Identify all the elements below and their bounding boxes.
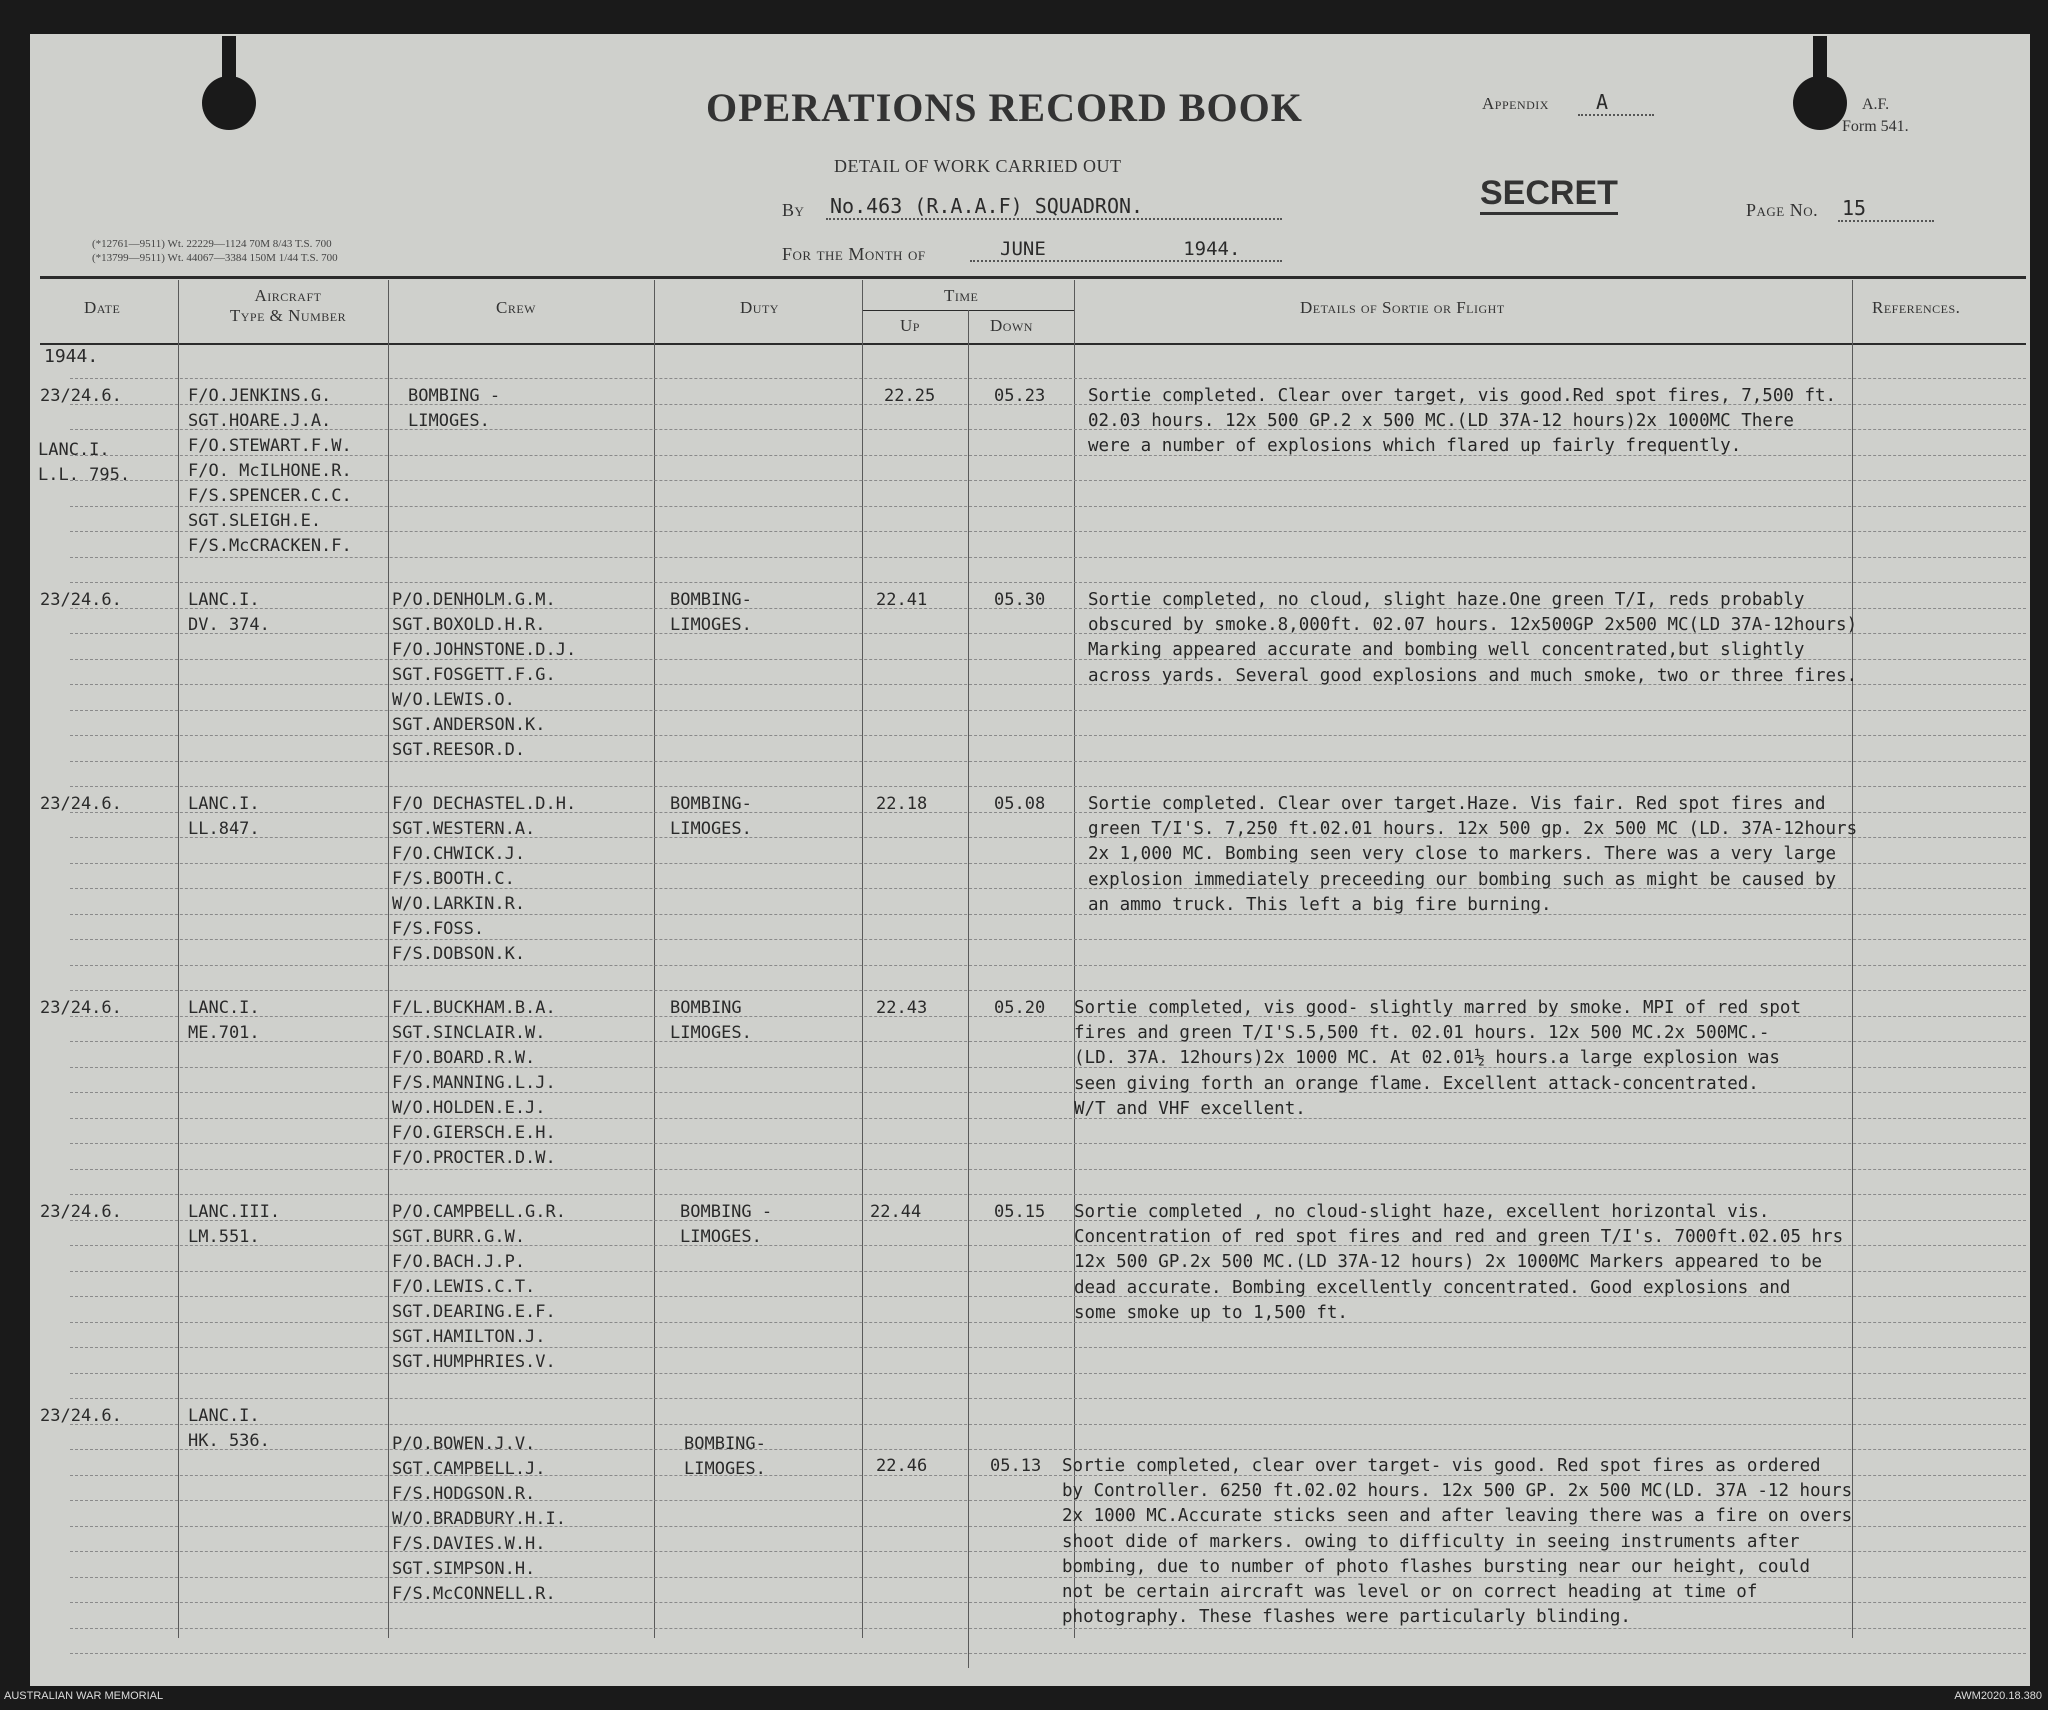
appendix-value: A (1578, 90, 1654, 116)
ruled-line (70, 1373, 2026, 1374)
entry-duty: BOMBING- LIMOGES. (670, 794, 752, 839)
ruled-line (70, 1424, 2026, 1425)
ruled-line (70, 1398, 2026, 1399)
by-label: By (782, 200, 805, 220)
ruled-line (70, 965, 2026, 966)
col-header-up: Up (900, 316, 920, 335)
entry-aircraft: LANC.I. ME.701. (188, 998, 260, 1043)
appendix-label: Appendix (1482, 94, 1549, 113)
ruled-line (70, 786, 2026, 787)
col-divider-up (968, 310, 969, 1668)
entry-crew: F/L.BUCKHAM.B.A. SGT.SINCLAIR.W. F/O.BOARD.R.W. F/S.MANNING.L.J. W/O.HOLDEN.E.J. F/O.GIERSCH.E.H. F/O.PROCTER.D.W. (392, 998, 556, 1168)
entry-time-down: 05.08 (994, 794, 1046, 814)
entry-details: Sortie completed. Clear over target.Haze. Vis fair. Red spot fires and green T/I'S. 7,250 ft.02.01 hours. 12x 500 gp. 2x 500 MC (LD. 37A-12hours 2x 1,000 MC. Bombing seen very close to markers. There was a very large explosion immediately preceeding our bombing such as might be caused by an ammo truck. This left a big fire burning. (1088, 794, 1858, 915)
entry-time-up: 22.41 (876, 590, 928, 610)
page-title: OPERATIONS RECORD BOOK (706, 85, 1303, 130)
print-code-2: (*13799—9511) Wt. 44067—3384 150M 1/44 T.S. 700 (92, 252, 338, 264)
table-top-rule (40, 276, 2026, 279)
col-header-aircraft: Aircraft Type & Number (229, 286, 347, 325)
ruled-line (70, 1449, 2026, 1450)
entry-crew: P/O.CAMPBELL.G.R. SGT.BURR.G.W. F/O.BACH.J.P. F/O.LEWIS.C.T. SGT.DEARING.E.F. SGT.HAMILTON.J. SGT.HUMPHRIES.V. (392, 1202, 566, 1372)
entry-duty: BOMBING- LIMOGES. (684, 1434, 766, 1479)
record-sheet (30, 34, 2030, 1686)
footer-accession: AWM2020.18.380 (1954, 1690, 2042, 1702)
form-label: A.F. Form 541. (1842, 96, 1909, 135)
ruled-line (70, 710, 2026, 711)
entry-time-down: 05.15 (994, 1202, 1046, 1222)
entry-duty: BOMBING - LIMOGES. (680, 1202, 773, 1247)
entry-date: 23/24.6. (40, 794, 122, 814)
entry-details: Sortie completed, vis good- slightly marred by smoke. MPI of red spot fires and green T/I'S.5,500 ft. 02.01 hours. 12x 500 MC.2x 500MC.- (LD. 37A. 12hours)2x 1000 MC. At 02.01½ hours.a large explosion was seen giving forth an orange flame. Excellent attack-concentrated. W/T and VHF excellent. (1074, 998, 1801, 1119)
col-divider-crew (654, 280, 655, 1638)
ruled-line (70, 939, 2026, 940)
entry-details: Sortie completed, no cloud, slight haze.One green T/I, reds probably obscured by smoke.8,000ft. 02.07 hours. 12x500GP 2x500 MC(LD 37A-12hours) Marking appeared accurate and bombing well concentrated,but slightly across yards. Several good explosions and much smoke, two or three fires. (1088, 590, 1858, 686)
entry-time-down: 05.30 (994, 590, 1046, 610)
entry-aircraft: LANC.III. LM.551. (188, 1202, 281, 1247)
header-bottom-rule (40, 343, 2026, 345)
entry-date: 23/24.6. (40, 1202, 122, 1222)
entry-duty: BOMBING- LIMOGES. (670, 590, 752, 635)
entry-time-up: 22.25 (884, 386, 936, 406)
ruled-line (70, 1143, 2026, 1144)
col-header-duty: Duty (740, 298, 779, 317)
ruled-line (70, 557, 2026, 558)
entry-duty: BOMBING - LIMOGES. (408, 386, 501, 431)
entry-date: 23/24.6. (40, 386, 122, 406)
ruled-line (70, 990, 2026, 991)
entry-aircraft: LANC.I. DV. 374. (188, 590, 270, 635)
entry-date: 23/24.6. (40, 998, 122, 1018)
entry-crew: P/O.BOWEN.J.V. SGT.CAMPBELL.J. F/S.HODGSON.R. W/O.BRADBURY.H.I. F/S.DAVIES.W.H. SGT.SIMPSON.H. F/S.McCONNELL.R. (392, 1434, 566, 1604)
entry-aircraft: LANC.I. HK. 536. (188, 1406, 270, 1451)
col-divider-time (1074, 280, 1075, 1638)
ruled-line (70, 378, 2026, 379)
ruled-line (70, 1169, 2026, 1170)
col-header-down: Down (990, 316, 1033, 335)
ruled-line (70, 506, 2026, 507)
page-number: 15 (1838, 196, 1934, 222)
col-divider-duty (862, 280, 863, 1638)
col-header-time: Time (944, 286, 979, 305)
col-header-crew: Crew (496, 298, 536, 317)
entry-time-down: 05.20 (994, 998, 1046, 1018)
ruled-line (70, 582, 2026, 583)
entry-time-up: 22.43 (876, 998, 928, 1018)
col-header-details: Details of Sortie or Flight (1300, 298, 1505, 317)
ruled-line (70, 735, 2026, 736)
entry-time-up: 22.18 (876, 794, 928, 814)
col-divider-details (1852, 280, 1853, 1638)
footer-credit: AUSTRALIAN WAR MEMORIAL (4, 1690, 164, 1702)
subtitle: DETAIL OF WORK CARRIED OUT (834, 156, 1122, 176)
entry-aircraft: LANC.I. LL.847. (188, 794, 260, 839)
entry-details: Sortie completed, clear over target- vis good. Red spot fires as ordered by Controller. 6250 ft.02.02 hours. 12x 500 GP. 2x 500 MC(LD. 37A -12 hours 2x 1000 MC.Accurate sticks seen and after leaving there was a fire on overs shoot dide of markers. owing to difficulty in seeing instruments after bombing, due to number of photo flashes bursting near our height, could not be certain aircraft was level or on correct heading at time of photography. These flashes were particularly blinding. (1062, 1456, 1853, 1628)
ruled-line (70, 480, 2026, 481)
page-label: Page No. (1746, 200, 1819, 220)
entry-crew: F/O DECHASTEL.D.H. SGT.WESTERN.A. F/O.CHWICK.J. F/S.BOOTH.C. W/O.LARKIN.R. F/S.FOSS. F/S.DOBSON.K. (392, 794, 577, 964)
squadron-field: No.463 (R.A.A.F) SQUADRON. (826, 194, 1282, 220)
ruled-line (70, 1194, 2026, 1195)
punch-hole-right (1793, 76, 1847, 130)
entry-time-down: 05.23 (994, 386, 1046, 406)
ruled-line (70, 531, 2026, 532)
entry-date: 23/24.6. (40, 590, 122, 610)
secret-stamp: SECRET (1480, 174, 1618, 215)
entry-duty: BOMBING LIMOGES. (670, 998, 752, 1043)
entry-details: Sortie completed. Clear over target, vis good.Red spot fires, 7,500 ft. 02.03 hours. 12x 500 GP.2 x 500 MC.(LD 37A-12 hours)2x 1000MC There were a number of explosions which flared up fairly frequently. (1088, 386, 1837, 457)
entry-date: 23/24.6. (40, 1406, 122, 1426)
entry-crew: F/O.JENKINS.G. SGT.HOARE.J.A. F/O.STEWART.F.W. F/O. McILHONE.R. F/S.SPENCER.C.C. SGT.SLEIGH.E. F/S.McCRACKEN.F. (188, 386, 352, 556)
print-code-1: (*12761—9511) Wt. 22229—1124 70M 8/43 T.S. 700 (92, 238, 332, 250)
col-divider-aircraft (388, 280, 389, 1638)
month-field: JUNE 1944. (970, 238, 1282, 262)
col-header-references: References. (1872, 298, 1961, 317)
entry-time-up: 22.46 (876, 1456, 928, 1476)
col-header-date: Date (84, 298, 121, 317)
entry-details: Sortie completed , no cloud-slight haze, excellent horizontal vis. Concentration of red spot fires and red and green T/I's. 7000ft.02.05 hrs 12x 500 GP.2x 500 MC.(LD 37A-12 hours) 2x 1000MC Markers appeared to be dead accurate. Bombing excellently concentrated. Good explosions and some smoke up to 1,500 ft. (1074, 1202, 1844, 1323)
entry-time-up: 22.44 (870, 1202, 922, 1222)
month-label: For the Month of (782, 244, 926, 264)
col-divider-date (178, 280, 179, 1638)
year-row: 1944. (44, 346, 99, 367)
entry-aircraft: LANC.I. L.L. 795. (38, 440, 131, 485)
punch-hole-left (202, 76, 256, 130)
ruled-line (70, 1653, 2026, 1654)
entry-crew: P/O.DENHOLM.G.M. SGT.BOXOLD.H.R. F/O.JOHNSTONE.D.J. SGT.FOSGETT.F.G. W/O.LEWIS.O. SGT.ANDERSON.K. SGT.REESOR.D. (392, 590, 577, 760)
ruled-line (70, 761, 2026, 762)
entry-time-down: 05.13 (990, 1456, 1042, 1476)
ruled-line (70, 1347, 2026, 1348)
